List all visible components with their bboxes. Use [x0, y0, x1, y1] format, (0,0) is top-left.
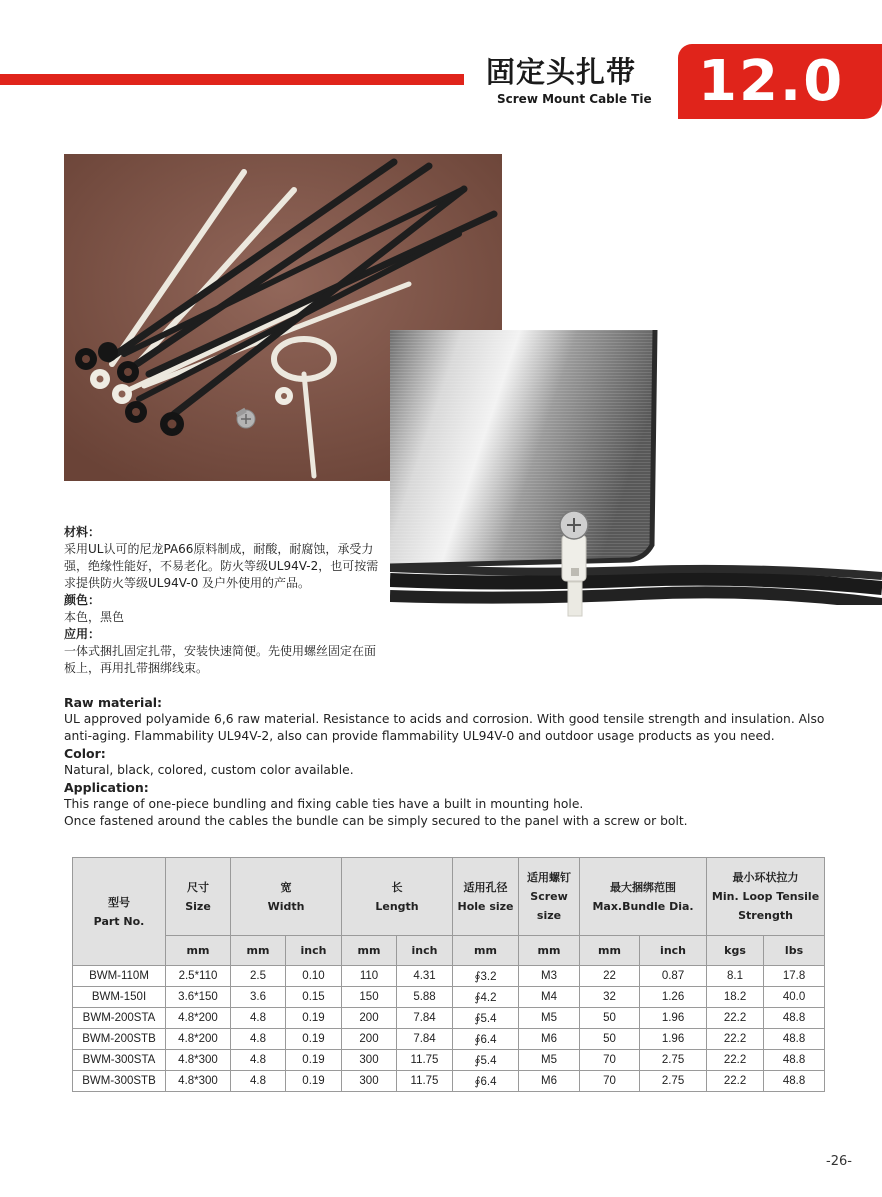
table-cell: 200	[342, 1029, 397, 1050]
header-bundle-en: Max.Bundle Dia.	[592, 899, 694, 913]
header-bundle-cn: 最大捆绑范围	[610, 880, 677, 894]
table-cell: 3.6*150	[166, 987, 231, 1008]
table-cell: 7.84	[397, 1008, 453, 1029]
material-body-cn: 采用UL认可的尼龙PA66原料制成，耐酸，耐腐蚀，承受力强，绝缘性能好，不易老化。防火等级UL94V-2，也可按需求提供防火等级UL94V-0 及户外使用的产品。	[64, 542, 379, 590]
header-size	[166, 858, 231, 936]
table-cell: 0.19	[286, 1029, 342, 1050]
table-cell: 48.8	[764, 1050, 825, 1071]
part-number-cell: BWM-110M	[73, 966, 166, 987]
description-cn	[64, 524, 384, 677]
application-line1-en: This range of one-piece bundling and fixing cable ties have a built in mounting hole.	[64, 797, 584, 811]
unit-cell: mm	[166, 936, 231, 966]
table-cell: 3.6	[231, 987, 286, 1008]
table-cell: 22.2	[707, 1050, 764, 1071]
unit-cell: lbs	[764, 936, 825, 966]
table-cell: M6	[519, 1071, 580, 1092]
table-cell: 4.8*300	[166, 1071, 231, 1092]
table-cell: ∮4.2	[453, 987, 519, 1008]
table-cell: 4.8*200	[166, 1008, 231, 1029]
header-bundle-dia	[580, 858, 707, 936]
table-cell: M6	[519, 1029, 580, 1050]
page-title-cn: 固定头扎带	[486, 55, 637, 89]
description-en	[64, 694, 834, 830]
section-number: 12.0	[698, 49, 845, 114]
header-screw-en1: Screw	[530, 890, 568, 903]
page-title-en: Screw Mount Cable Tie	[497, 92, 652, 106]
table-cell: 4.8*300	[166, 1050, 231, 1071]
table-row	[73, 1029, 825, 1050]
table-cell: ∮3.2	[453, 966, 519, 987]
header-length	[342, 858, 453, 936]
table-cell: ∮6.4	[453, 1029, 519, 1050]
material-heading-cn: 材料：	[64, 525, 101, 539]
section-number-badge	[678, 44, 882, 119]
part-number-cell: BWM-150I	[73, 987, 166, 1008]
material-heading-en: Raw material:	[64, 695, 163, 710]
table-cell: 0.19	[286, 1008, 342, 1029]
table-cell: ∮6.4	[453, 1071, 519, 1092]
table-cell: 22.2	[707, 1029, 764, 1050]
table-cell: 4.8	[231, 1050, 286, 1071]
table-cell: 300	[342, 1071, 397, 1092]
header-hole-en: Hole size	[457, 899, 514, 913]
unit-cell: mm	[231, 936, 286, 966]
table-row	[73, 1071, 825, 1092]
header-part-en: Part No.	[93, 914, 145, 928]
table-cell: M3	[519, 966, 580, 987]
application-heading-en: Application:	[64, 780, 149, 795]
table-cell: 50	[580, 1029, 640, 1050]
application-line2-en: Once fastened around the cables the bundle can be simply secured to the panel with a screw or bolt.	[64, 814, 688, 828]
part-number-cell: BWM-300STB	[73, 1071, 166, 1092]
unit-cell: mm	[342, 936, 397, 966]
table-cell: 22	[580, 966, 640, 987]
table-cell: 0.87	[640, 966, 707, 987]
header-hole-size	[453, 858, 519, 936]
table-row	[73, 987, 825, 1008]
header-width	[231, 858, 342, 936]
application-body-cn: 一体式捆扎固定扎带，安装快速简便。先使用螺丝固定在面板上，再用扎带捆绑线束。	[64, 644, 377, 675]
table-cell: 4.8*200	[166, 1029, 231, 1050]
unit-cell: inch	[397, 936, 453, 966]
table-cell: 1.96	[640, 1008, 707, 1029]
table-row	[73, 1050, 825, 1071]
table-row	[73, 1008, 825, 1029]
unit-cell: mm	[453, 936, 519, 966]
table-cell: 11.75	[397, 1050, 453, 1071]
table-cell: 4.8	[231, 1008, 286, 1029]
table-cell: 0.19	[286, 1050, 342, 1071]
color-heading-cn: 颜色：	[64, 593, 101, 607]
table-cell: 0.15	[286, 987, 342, 1008]
table-cell: 22.2	[707, 1008, 764, 1029]
header-screw-size	[519, 858, 580, 936]
header-size-cn: 尺寸	[187, 880, 209, 894]
color-heading-en: Color:	[64, 746, 106, 761]
application-heading-cn: 应用：	[64, 627, 101, 641]
unit-row	[73, 936, 825, 966]
table-cell: 2.75	[640, 1050, 707, 1071]
color-body-cn: 本色，黑色	[64, 610, 125, 624]
table-cell: 70	[580, 1050, 640, 1071]
table-cell: ∮5.4	[453, 1008, 519, 1029]
part-number-cell: BWM-200STB	[73, 1029, 166, 1050]
table-cell: 8.1	[707, 966, 764, 987]
header-tensile-en1: Min. Loop Tensile	[711, 890, 820, 903]
table-cell: 40.0	[764, 987, 825, 1008]
header-tensile-strength	[707, 858, 825, 936]
table-cell: 17.8	[764, 966, 825, 987]
spec-table	[72, 857, 825, 1092]
table-cell: M5	[519, 1050, 580, 1071]
table-row	[73, 966, 825, 987]
material-body-en: UL approved polyamide 6,6 raw material. Resistance to acids and corrosion. With good tensile strength and insulation. Also anti-aging. Flammability UL94V-2, also can provide flammability UL94V-0 and outdoor usage products as you need.	[64, 712, 825, 743]
table-cell: 4.8	[231, 1029, 286, 1050]
table-cell: 48.8	[764, 1071, 825, 1092]
table-cell: 48.8	[764, 1008, 825, 1029]
table-cell: 1.96	[640, 1029, 707, 1050]
table-cell: ∮5.4	[453, 1050, 519, 1071]
table-cell: M5	[519, 1008, 580, 1029]
page-number: -26-	[826, 1154, 852, 1169]
header-length-cn: 长	[391, 880, 403, 894]
table-cell: 0.10	[286, 966, 342, 987]
header-size-en: Size	[185, 899, 211, 913]
unit-cell: kgs	[707, 936, 764, 966]
table-cell: 2.75	[640, 1071, 707, 1092]
table-body	[73, 966, 825, 1092]
table-cell: 4.8	[231, 1071, 286, 1092]
table-cell: 1.26	[640, 987, 707, 1008]
table-cell: M4	[519, 987, 580, 1008]
table-cell: 2.5*110	[166, 966, 231, 987]
header-tensile-cn: 最小环状拉力	[732, 871, 799, 884]
table-cell: 7.84	[397, 1029, 453, 1050]
table-cell: 48.8	[764, 1029, 825, 1050]
table-cell: 18.2	[707, 987, 764, 1008]
header-width-cn: 宽	[280, 880, 292, 894]
header-screw-en2: size	[536, 909, 562, 922]
table-cell: 70	[580, 1071, 640, 1092]
header-part-cn: 型号	[108, 895, 130, 909]
color-body-en: Natural, black, colored, custom color available.	[64, 763, 354, 777]
application-photo-panel	[390, 330, 882, 682]
table-cell: 4.31	[397, 966, 453, 987]
table-cell: 200	[342, 1008, 397, 1029]
table-cell: 110	[342, 966, 397, 987]
header-hole-cn: 适用孔径	[463, 880, 508, 894]
unit-cell: mm	[580, 936, 640, 966]
header-width-en: Width	[267, 899, 305, 913]
table-cell: 0.19	[286, 1071, 342, 1092]
header-part-no	[73, 858, 166, 966]
part-number-cell: BWM-300STA	[73, 1050, 166, 1071]
header-tensile-en2: Strength	[738, 909, 793, 922]
unit-cell: mm	[519, 936, 580, 966]
table-cell: 2.5	[231, 966, 286, 987]
table-cell: 11.75	[397, 1071, 453, 1092]
unit-cell: inch	[640, 936, 707, 966]
header-length-en: Length	[375, 899, 419, 913]
part-number-cell: BWM-200STA	[73, 1008, 166, 1029]
header-accent-line	[0, 74, 464, 85]
table-cell: 32	[580, 987, 640, 1008]
table-cell: 300	[342, 1050, 397, 1071]
table-cell: 22.2	[707, 1071, 764, 1092]
table-cell: 50	[580, 1008, 640, 1029]
table-cell: 150	[342, 987, 397, 1008]
header-screw-cn: 适用螺钉	[527, 871, 572, 884]
unit-cell: inch	[286, 936, 342, 966]
table-cell: 5.88	[397, 987, 453, 1008]
